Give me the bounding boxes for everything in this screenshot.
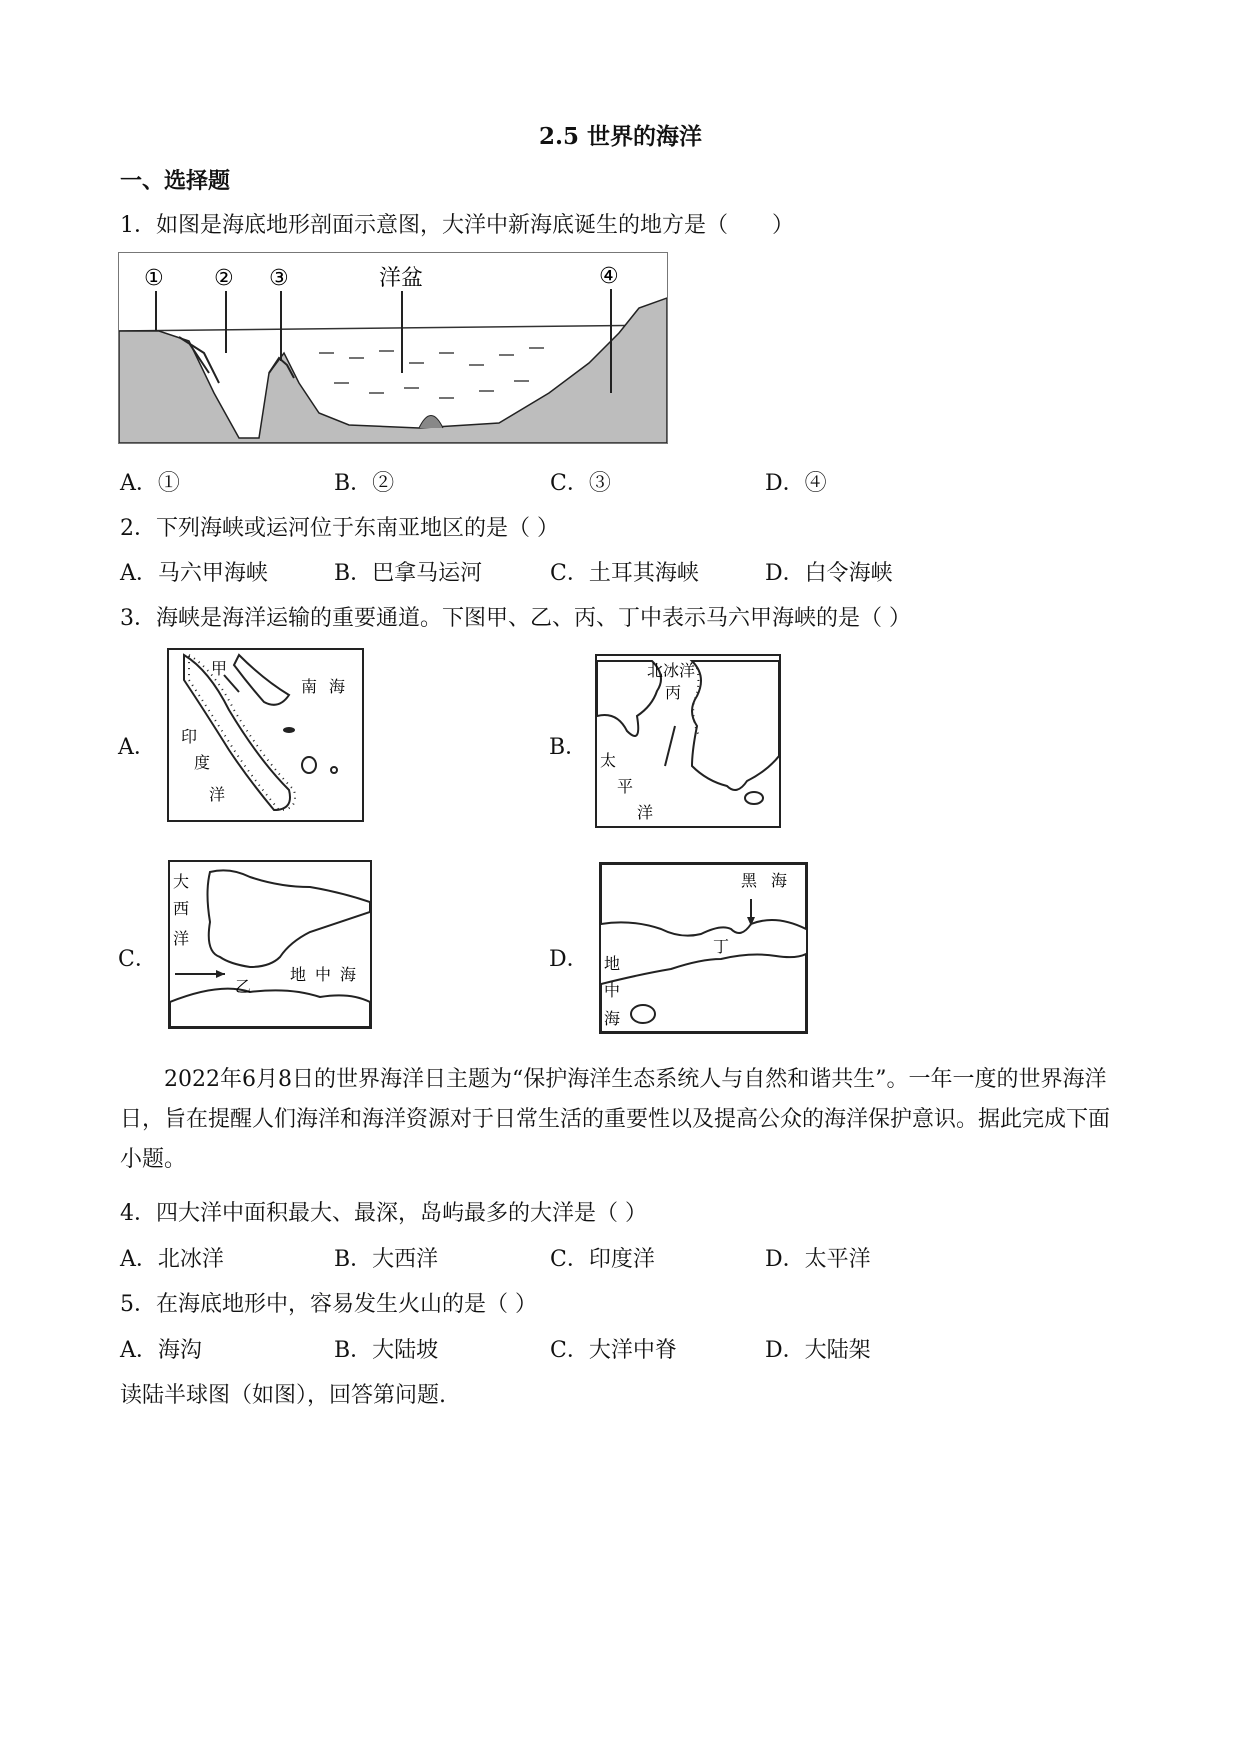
q4-option-c[interactable]: C．印度洋 [550,1247,655,1272]
page-title: 2.5 世界的海洋 [538,123,703,150]
q5-option-a[interactable]: A．海沟 [120,1338,202,1363]
q1-option-d[interactable]: D．④ [765,471,827,496]
map-b-label-arctic: 北冰洋 [647,661,696,680]
q1-option-b[interactable]: B．② [334,471,395,496]
map-c-label-zhong: 中 [315,965,332,984]
q3-option-d-letter[interactable]: D． [549,947,589,972]
map-a-drawing [169,650,362,820]
question-3-stem: 3．海峡是海洋运输的重要通道。下图甲、乙、丙、丁中表示马六甲海峡的是（ ） [120,606,911,631]
map-c-drawing [170,862,370,1027]
q5-option-b[interactable]: B．大陆坡 [334,1338,439,1363]
map-b-label-yang: 洋 [637,803,654,822]
question-5-stem: 5．在海底地形中，容易发生火山的是（ ） [120,1292,537,1317]
map-a-label-hai: 海 [329,677,346,696]
map-d-label-hai: 海 [771,871,788,890]
q3-option-c-letter[interactable]: C． [118,947,157,972]
map-c-gibraltar[interactable] [168,860,372,1029]
q3-option-b-letter[interactable]: B． [549,735,588,760]
map-c-label-yang: 洋 [173,929,190,948]
map-c-label-hai: 海 [340,965,357,984]
question-2-stem: 2．下列海峡或运河位于东南亚地区的是（ ） [120,516,559,541]
fig1-label-1: ① [144,266,164,291]
map-a-label-yang: 洋 [209,785,226,804]
question-1-stem: 1．如图是海底地形剖面示意图，大洋中新海底诞生的地方是（ ） [120,213,794,238]
q4-option-a[interactable]: A．北冰洋 [120,1247,224,1272]
map-a-label-du: 度 [194,753,211,772]
fig1-label-2: ② [214,266,234,291]
q5-option-d[interactable]: D．大陆架 [765,1338,871,1363]
map-a-label-jia: 甲 [211,659,228,678]
seafloor-profile-drawing [119,253,667,443]
q4-option-b[interactable]: B．大西洋 [334,1247,439,1272]
section-heading: 一、选择题 [120,168,231,194]
q3-option-a-letter[interactable]: A． [118,735,156,760]
map-b-label-ping: 平 [617,777,634,796]
fig1-label-4: ④ [599,264,619,289]
q2-option-c[interactable]: C．土耳其海峡 [550,561,699,586]
question-6-intro: 读陆半球图（如图），回答第问题. [120,1383,446,1408]
map-d-label-hai2: 海 [604,1009,621,1028]
map-d-label-di: 地 [604,954,621,973]
q2-option-d[interactable]: D．白令海峡 [765,561,893,586]
q5-option-c[interactable]: C．大洋中脊 [550,1338,677,1363]
map-c-label-yi: 乙 [235,977,252,996]
reading-passage: 2022年6月8日的世界海洋日主题为“保护海洋生态系统人与自然和谐共生”。一年一度的世界海洋日，旨在提醒人们海洋和海洋资源对于日常生活的重要性以及提高公众的海洋保护意识。据此完成下面小题。 [120,1067,1111,1172]
q1-option-a[interactable]: A．① [120,471,180,496]
map-c-label-xi: 西 [173,899,190,918]
fig1-label-basin: 洋盆 [379,266,424,291]
q4-option-d[interactable]: D．太平洋 [765,1247,871,1272]
map-b-label-bing: 丙 [665,683,682,702]
question-4-stem: 4．四大洋中面积最大、最深，岛屿最多的大洋是（ ） [120,1201,647,1226]
fig1-label-3: ③ [269,266,289,291]
map-b-drawing [597,656,779,826]
map-c-label-da: 大 [173,872,190,891]
map-d-label-zhong: 中 [604,981,621,1000]
map-b-bering[interactable] [595,654,781,828]
map-a-label-nan: 南 [301,677,318,696]
map-b-label-tai: 太 [600,751,617,770]
map-a-malacca[interactable] [167,648,364,822]
map-d-label-ding: 丁 [713,937,730,956]
map-d-turkish[interactable] [599,862,808,1034]
map-d-drawing [601,864,806,1032]
map-a-label-yin: 印 [181,727,198,746]
q2-option-b[interactable]: B．巴拿马运河 [334,561,483,586]
map-d-label-hei: 黑 [741,871,758,890]
q1-option-c[interactable]: C．③ [550,471,611,496]
map-c-label-di: 地 [290,965,307,984]
q2-option-a[interactable]: A．马六甲海峡 [120,561,268,586]
seafloor-profile-figure [118,252,668,444]
